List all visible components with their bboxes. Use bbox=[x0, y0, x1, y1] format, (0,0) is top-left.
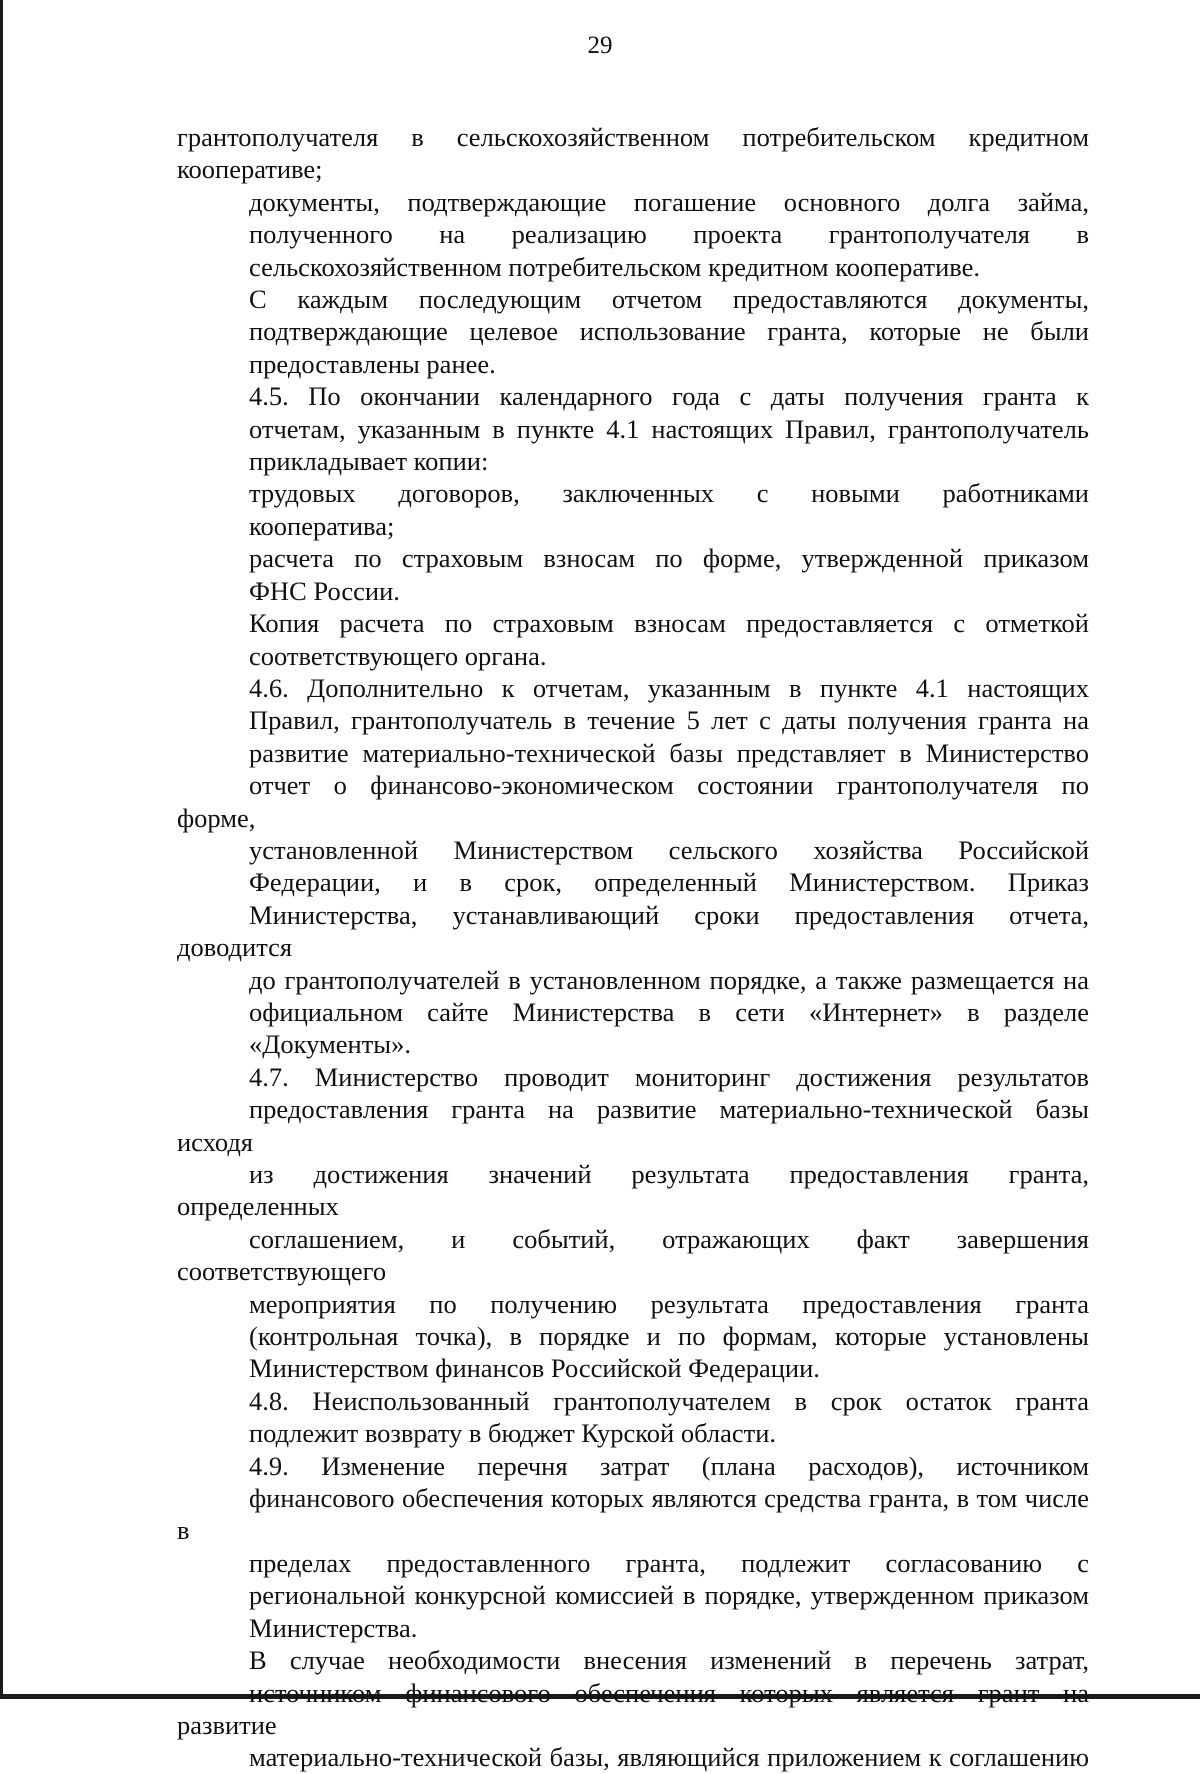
paragraph bbox=[177, 121, 1089, 186]
paragraph bbox=[177, 1385, 1089, 1450]
paragraph bbox=[177, 542, 1089, 607]
text-line: С каждым последующим отчетом предоставляются документы, bbox=[249, 284, 1089, 315]
paragraph bbox=[177, 186, 1089, 283]
text-line: развитие материально-технической базы представляет в Министерство bbox=[249, 737, 1089, 768]
text-line: кооператива; bbox=[249, 510, 395, 541]
text-line: материально-технической базы, являющийся приложением к соглашению bbox=[249, 1742, 1089, 1773]
text-line: 4.6. Дополнительно к отчетам, указанным в пункте 4.1 настоящих bbox=[249, 672, 1089, 703]
document-body bbox=[177, 121, 1089, 1774]
text-line: «Документы». bbox=[249, 1029, 411, 1060]
text-line: сельскохозяйственном потребительском кредитном кооперативе. bbox=[249, 251, 980, 282]
text-line: соответствующего органа. bbox=[249, 640, 547, 671]
text-line: предоставления гранта на развитие материально-технической базы исходя bbox=[177, 1094, 1089, 1157]
paragraph bbox=[177, 477, 1089, 542]
page-number: 29 bbox=[587, 32, 613, 59]
text-line: подтверждающие целевое использование гранта, которые не были bbox=[249, 316, 1089, 347]
text-line: установленной Министерством сельского хозяйства Российской bbox=[249, 834, 1089, 865]
text-line: Правил, грантополучатель в течение 5 лет с даты получения гранта на bbox=[249, 705, 1089, 736]
text-line: из достижения значений результата предоставления гранта, определенных bbox=[177, 1159, 1089, 1222]
text-line: до грантополучателей в установленном порядке, а также размещается на bbox=[249, 964, 1089, 995]
text-line: Министерством финансов Российской Федерации. bbox=[249, 1353, 820, 1384]
text-line: пределах предоставленного гранта, подлежит согласованию с bbox=[249, 1547, 1089, 1578]
text-line: мероприятия по получению результата предоставления гранта bbox=[249, 1288, 1089, 1319]
text-line: отчет о финансово-экономическом состоянии грантополучателя по форме, bbox=[177, 770, 1089, 833]
text-line: 4.7. Министерство проводит мониторинг достижения результатов bbox=[249, 1061, 1089, 1092]
text-line: официальном сайте Министерства в сети «Интернет» в разделе bbox=[249, 996, 1089, 1027]
text-line: финансового обеспечения которых являются средства гранта, в том числе в bbox=[177, 1483, 1089, 1546]
text-line: Копия расчета по страховым взносам предоставляется с отметкой bbox=[249, 608, 1089, 639]
text-line: В случае необходимости внесения изменений в перечень затрат, bbox=[249, 1645, 1089, 1676]
paragraph bbox=[177, 1644, 1089, 1774]
text-line: 4.9. Изменение перечня затрат (плана расходов), источником bbox=[249, 1450, 1089, 1481]
text-line: расчета по страховым взносам по форме, утвержденной приказом bbox=[249, 543, 1089, 574]
text-line: Министерства. bbox=[249, 1612, 418, 1643]
text-line: трудовых договоров, заключенных с новыми работниками bbox=[249, 478, 1089, 509]
text-line: кооперативе; bbox=[177, 154, 323, 185]
paragraph bbox=[177, 283, 1089, 380]
text-line: 4.5. По окончании календарного года с даты получения гранта к bbox=[249, 381, 1089, 412]
paragraph bbox=[177, 380, 1089, 477]
text-line: региональной конкурсной комиссией в порядке, утвержденном приказом bbox=[249, 1580, 1089, 1611]
text-line: (контрольная точка), в порядке и по формам, которые установлены bbox=[249, 1321, 1089, 1352]
scan-border-left bbox=[0, 0, 3, 1699]
paragraph bbox=[177, 1450, 1089, 1644]
text-line: отчетам, указанным в пункте 4.1 настоящих Правил, грантополучатель bbox=[249, 413, 1089, 444]
text-line: источником финансового обеспечения которых является грант на развитие bbox=[177, 1677, 1089, 1740]
text-line: ФНС России. bbox=[249, 575, 400, 606]
text-line: предоставлены ранее. bbox=[249, 348, 496, 379]
paragraph bbox=[177, 672, 1089, 1061]
text-line: Министерства, устанавливающий сроки предоставления отчета, доводится bbox=[177, 899, 1089, 963]
text-line: подлежит возврату в бюджет Курской области. bbox=[249, 1418, 777, 1449]
text-line: 4.8. Неиспользованный грантополучателем в срок остаток гранта bbox=[249, 1385, 1089, 1416]
text-line: грантополучателя в сельскохозяйственном потребительском кредитном bbox=[177, 122, 1089, 152]
paragraph bbox=[177, 1061, 1089, 1385]
text-line: Федерации, и в срок, определенный Министерством. Приказ bbox=[249, 867, 1089, 898]
text-line: прикладывает копии: bbox=[249, 446, 489, 477]
paragraph bbox=[177, 607, 1089, 672]
text-line: соглашением, и событий, отражающих факт завершения соответствующего bbox=[177, 1223, 1089, 1287]
text-line: полученного на реализацию проекта грантополучателя в bbox=[249, 219, 1089, 250]
text-line: документы, подтверждающие погашение основного долга займа, bbox=[249, 186, 1089, 217]
